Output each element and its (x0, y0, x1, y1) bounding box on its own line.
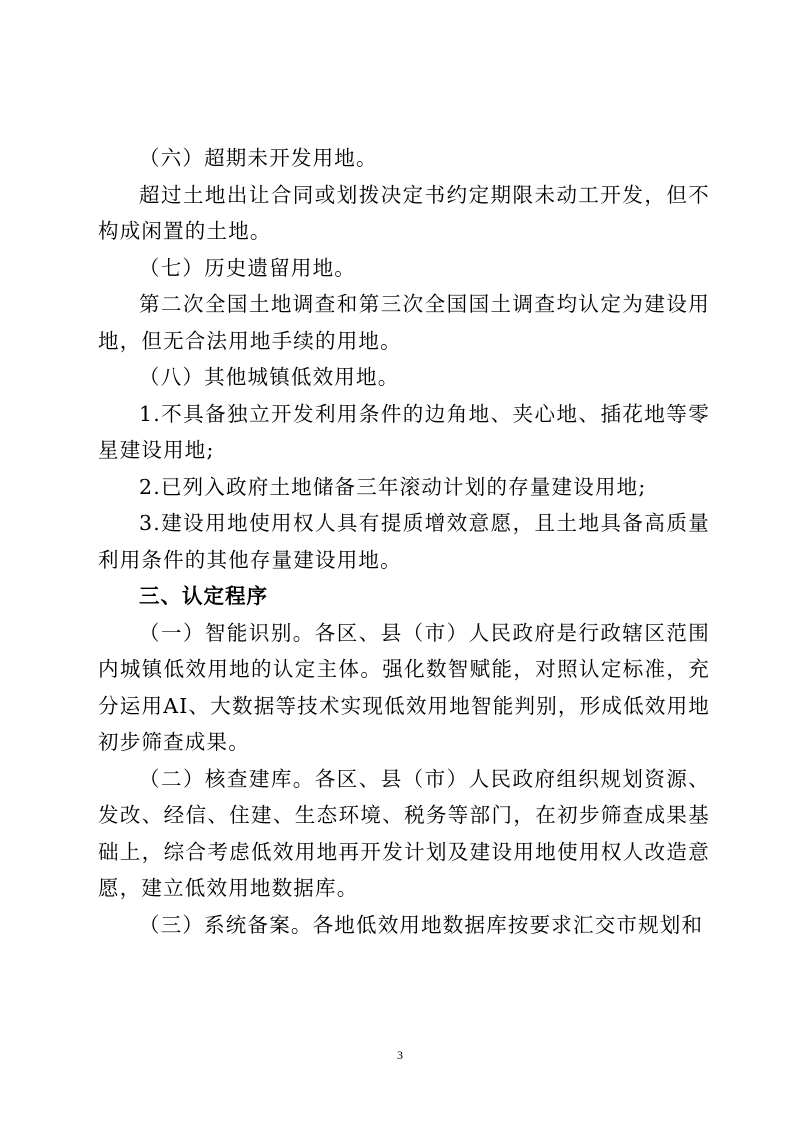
list-item-3: 3.建设用地使用权人具有提质增效意愿，且土地具备高质量利用条件的其他存量建设用地。 (98, 511, 710, 572)
section-heading-procedure: 三、认定程序 (139, 584, 268, 608)
subheading-historical-legacy-land: （七）历史遗留用地。 (139, 255, 356, 280)
document-body (98, 140, 710, 943)
paragraph-system-filing: （三）系统备案。各地低效用地数据库按要求汇交市规划和 (139, 912, 704, 937)
paragraph-historical-definition: 第二次全国土地调查和第三次全国国土调查均认定为建设用地，但无合法用地手续的用地。 (98, 292, 710, 353)
paragraph-verification-database: （二）核查建库。各区、县（市）人民政府组织规划资源、发改、经信、住建、生态环境、税务等部门，在初步筛查成果基础上，综合考虑低效用地再开发计划及建设用地使用权人改造意愿，建立低效用地数据库。 (98, 766, 710, 900)
subheading-overdue-undeveloped-land: （六）超期未开发用地。 (139, 146, 378, 170)
page-number: 3 (397, 1048, 403, 1062)
paragraph-overdue-definition: 超过土地出让合同或划拨决定书约定期限未动工开发，但不构成闲置的土地。 (98, 182, 710, 243)
subheading-other-inefficient-land: （八）其他城镇低效用地。 (139, 365, 400, 389)
paragraph-smart-identification: （一）智能识别。各区、县（市）人民政府是行政辖区范围内城镇低效用地的认定主体。强化数智赋能，对照认定标准，充分运用AI、大数据等技术实现低效用地智能判别，形成低效用地初步筛查成果。 (98, 620, 710, 754)
list-item-1: 1.不具备独立开发利用条件的边角地、夹心地、插花地等零星建设用地; (98, 401, 710, 462)
list-item-2: 2.已列入政府土地储备三年滚动计划的存量建设用地; (139, 474, 647, 499)
